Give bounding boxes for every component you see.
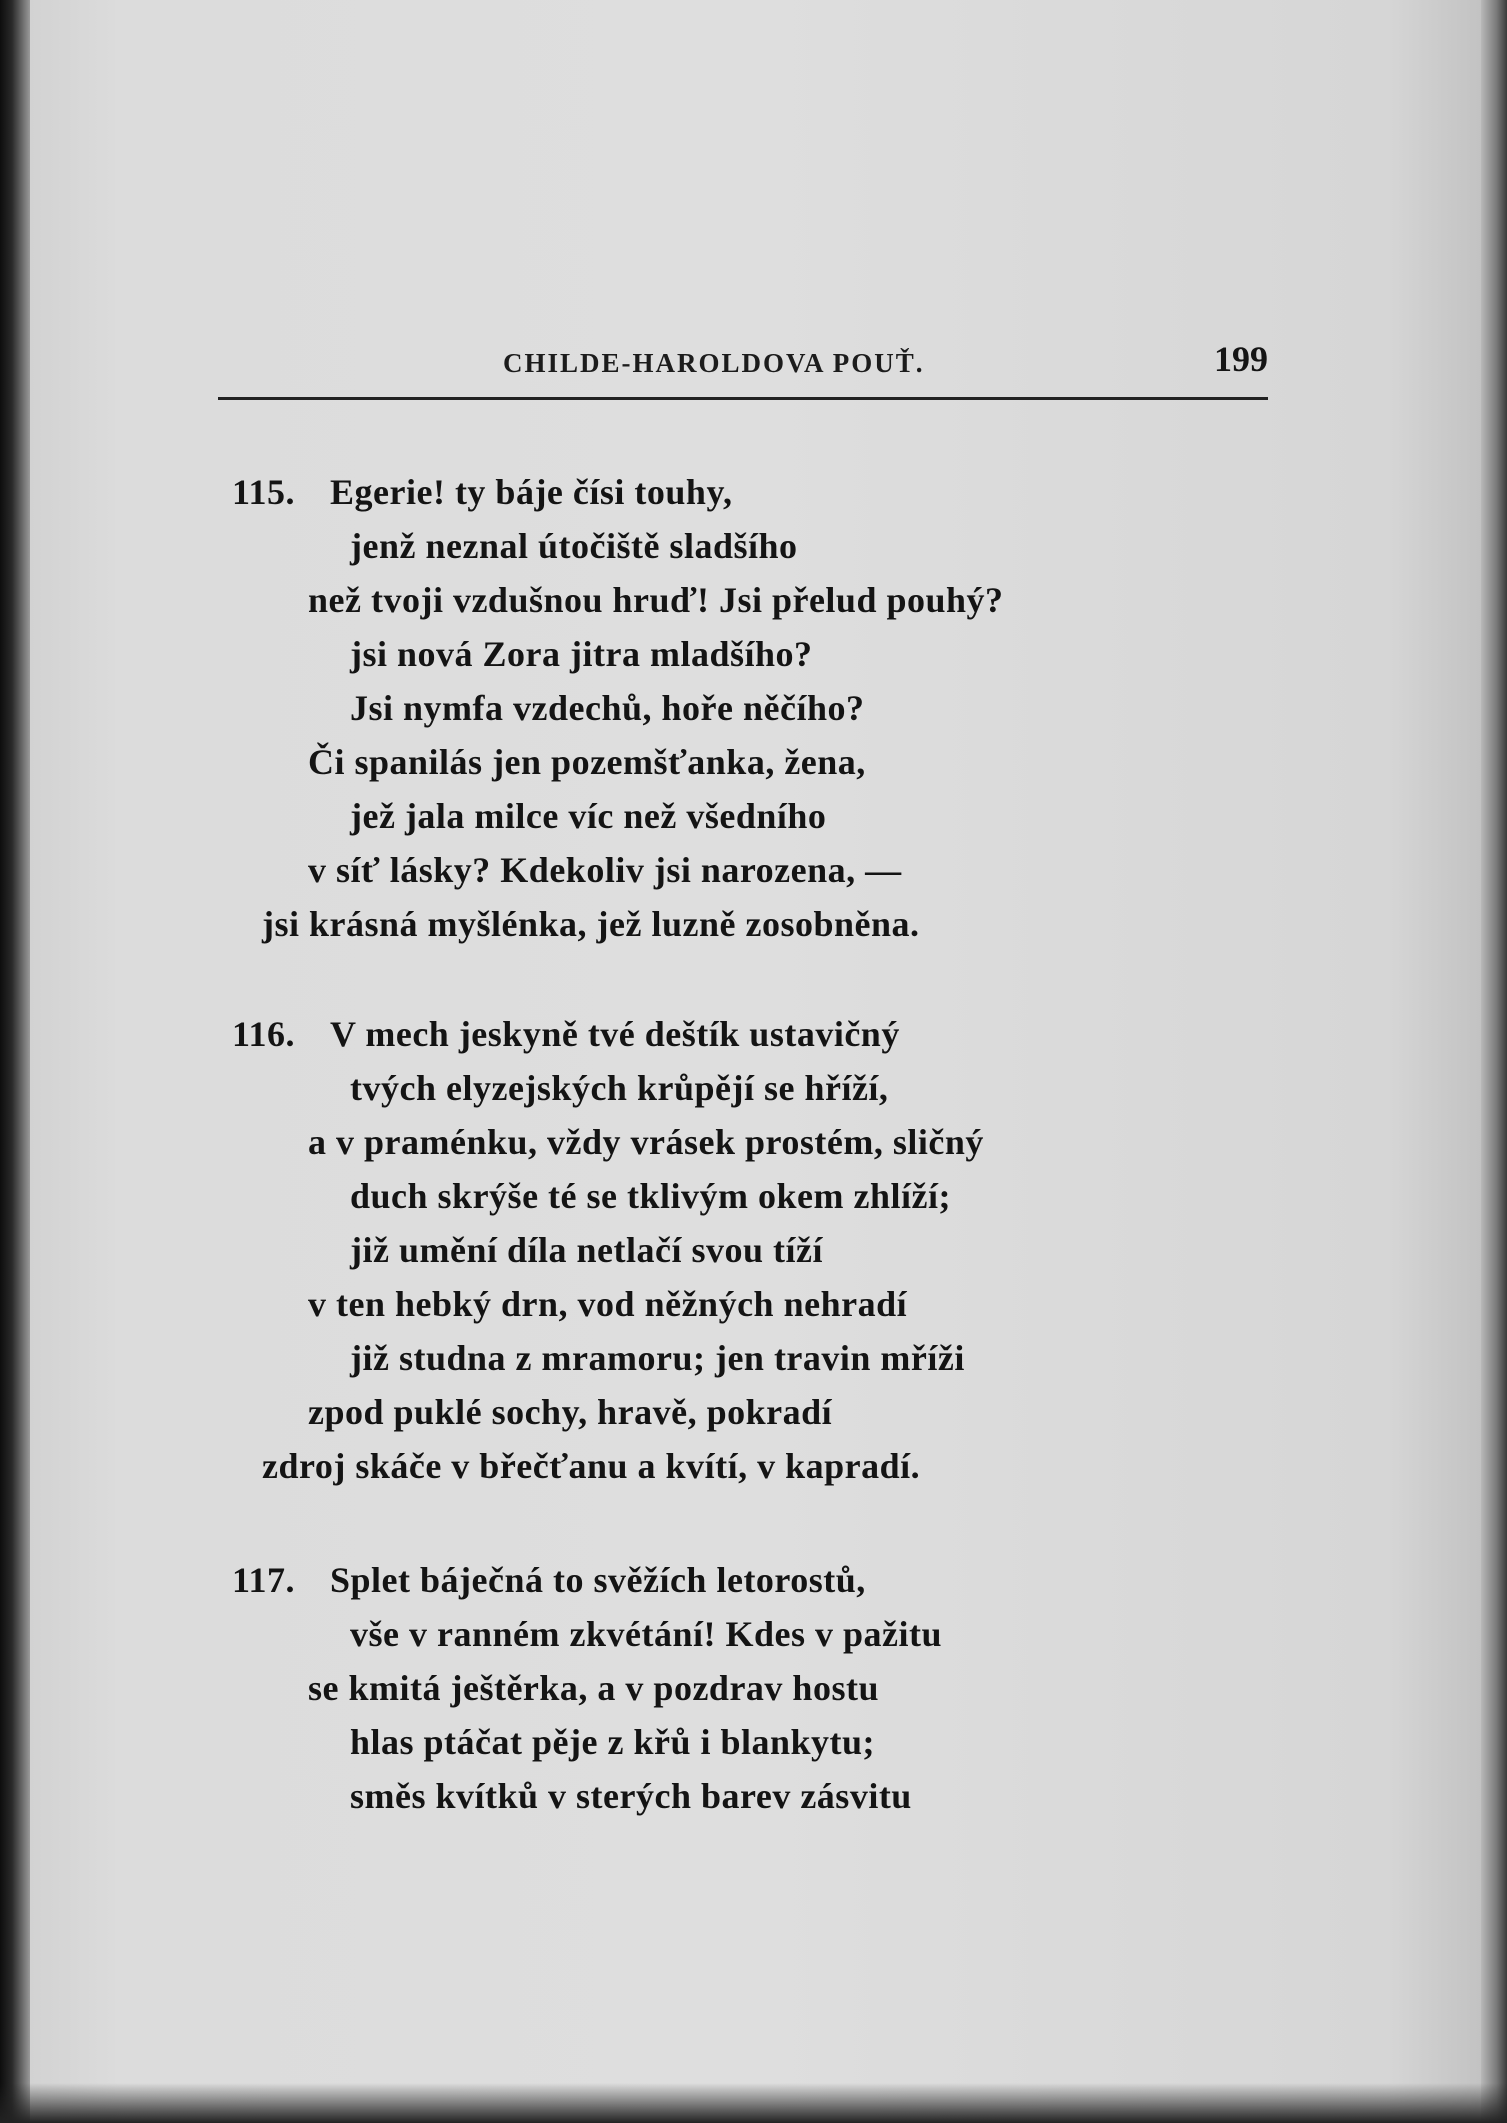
- verse-line: směs kvítků v sterých barev zásvitu: [350, 1776, 912, 1816]
- verse-line: jež jala milce víc než všedního: [350, 796, 827, 836]
- verse-line: zdroj skáče v břečťanu a kvítí, v kapradí.: [262, 1446, 921, 1486]
- verse-line: jsi krásná myšlénka, jež luzně zosobněna.: [262, 904, 920, 944]
- verse-line: zpod puklé sochy, hravě, pokradí: [308, 1392, 833, 1432]
- verse-line: duch skrýše té se tklivým okem zhlíží;: [350, 1176, 951, 1216]
- verse-line: Jsi nymfa vzdechů, hoře něčího?: [350, 688, 865, 728]
- running-title: CHILDE-HAROLDOVA POUŤ.: [503, 348, 925, 378]
- page-binding-shadow: [0, 0, 30, 2123]
- stanza-number: 117.: [232, 1560, 296, 1600]
- verse-line: jenž neznal útočiště sladšího: [350, 526, 798, 566]
- stanza-number: 116.: [232, 1014, 296, 1054]
- stanza-number: 115.: [232, 472, 296, 512]
- verse-line: tvých elyzejských krůpějí se hříží,: [350, 1068, 889, 1108]
- verse-line: Či spanilás jen pozemšťanka, žena,: [308, 742, 866, 782]
- page-header: [218, 330, 1268, 390]
- verse-line: vše v ranném zkvétání! Kdes v pažitu: [350, 1614, 942, 1654]
- page-number: 199: [1214, 339, 1268, 379]
- page-bottom-shadow: [0, 2083, 1507, 2123]
- verse-line: hlas ptáčat pěje z křů i blankytu;: [350, 1722, 876, 1762]
- verse-line: se kmitá ještěrka, a v pozdrav hostu: [308, 1668, 879, 1708]
- header-rule: [218, 397, 1268, 400]
- verse-line: Splet báječná to svěžích letorostů,: [330, 1560, 866, 1600]
- verse-line: V mech jeskyně tvé deštík ustavičný: [330, 1014, 900, 1054]
- verse-line: již studna z mramoru; jen travin mříži: [350, 1338, 965, 1378]
- verse-line: již umění díla netlačí svou tíží: [350, 1230, 823, 1270]
- verse-line: a v praménku, vždy vrásek prostém, sličný: [308, 1122, 984, 1162]
- verse-line: v síť lásky? Kdekoliv jsi narozena, —: [308, 850, 902, 890]
- page-edge-shadow: [1481, 0, 1507, 2123]
- verse-line: než tvoji vzdušnou hruď! Jsi přelud pouhý?: [308, 580, 1004, 620]
- verse-line: jsi nová Zora jitra mladšího?: [350, 634, 813, 674]
- verse-line: v ten hebký drn, vod něžných nehradí: [308, 1284, 908, 1324]
- verse-line: Egerie! ty báje čísi touhy,: [330, 472, 733, 512]
